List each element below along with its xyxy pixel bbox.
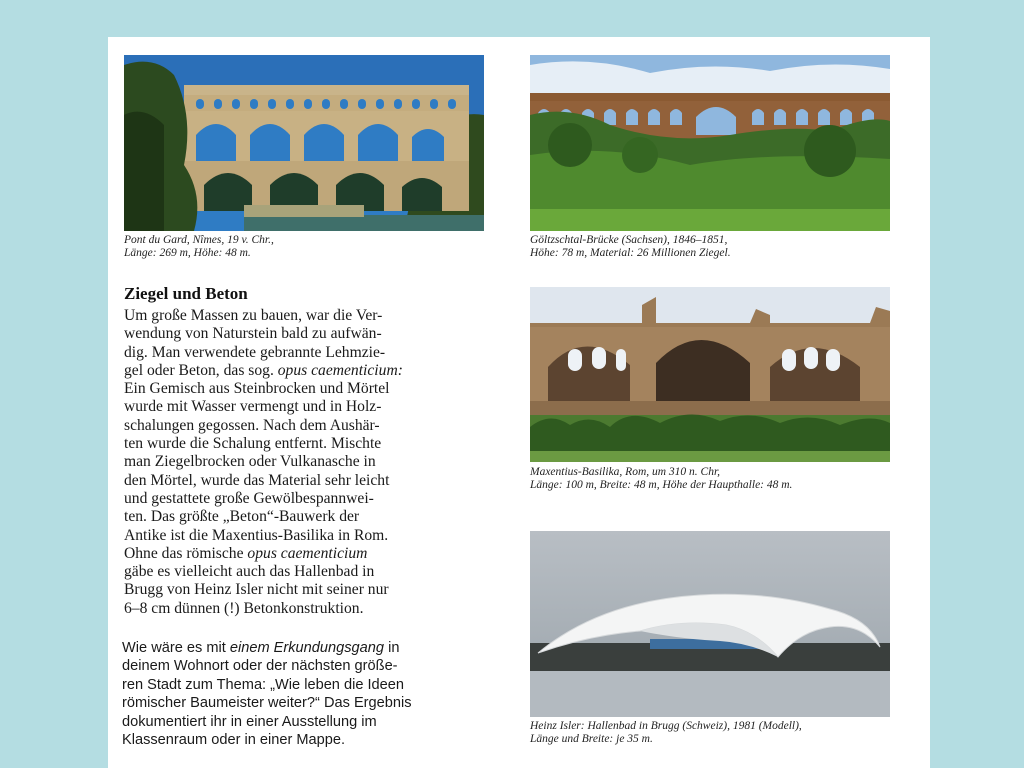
text-line — [124, 362, 403, 380]
text-line: man Ziegelbrocken oder Vulkanasche in — [124, 453, 376, 471]
caption-line: Pont du Gard, Nîmes, 19 v. Chr., — [124, 234, 274, 246]
text-segment: in — [384, 640, 400, 656]
emphasis: einem Erkundungsgang — [229, 640, 385, 656]
pont-du-gard-photo — [124, 55, 484, 231]
maxentius-basilica-photo — [530, 287, 890, 462]
caption-line: Länge: 269 m, Höhe: 48 m. — [124, 247, 251, 259]
article-heading: Ziegel und Beton — [124, 284, 248, 303]
text-line: schalungen gegossen. Nach dem Aushär- — [124, 416, 380, 434]
text-line: Klassenraum oder in einer Mappe. — [122, 732, 346, 749]
text-line: den Mörtel, wurde das Material sehr leicht — [124, 471, 390, 489]
isler-caption — [530, 720, 802, 746]
text-line: deinem Wohnort oder der nächsten größe- — [122, 658, 398, 675]
maxentius-caption — [530, 466, 792, 492]
text-line: und gestattete große Gewölbespannwei- — [124, 489, 374, 507]
text-segment: Wie wäre es mit — [122, 640, 230, 656]
text-line: dig. Man verwendete gebrannte Lehmzie- — [124, 343, 386, 361]
caption-line: Maxentius-Basilika, Rom, um 310 n. Chr, — [530, 466, 721, 478]
text-segment: Ohne das römische — [124, 544, 248, 562]
text-line: ren Stadt zum Thema: „Wie leben die Ideen — [122, 676, 405, 693]
isler-hallenbad-model-photo — [530, 531, 890, 717]
pont-du-gard-caption — [124, 234, 274, 260]
caption-line: Höhe: 78 m, Material: 26 Millionen Ziegel. — [530, 247, 731, 259]
latin-term: opus caementicium — [247, 544, 368, 562]
goeltzschtal-caption — [530, 234, 731, 260]
text-line: Ein Gemisch aus Steinbrocken und Mörtel — [124, 380, 390, 398]
text-line — [124, 545, 403, 563]
text-line: Antike ist die Maxentius-Basilika in Rom. — [124, 526, 389, 544]
exploration-task — [122, 639, 412, 749]
textbook-page — [108, 37, 930, 768]
text-line: ten wurde die Schalung entfernt. Mischte — [124, 435, 382, 453]
latin-term: opus caementicium: — [277, 361, 403, 379]
text-segment: gel oder Beton, das sog. — [124, 361, 278, 379]
text-line: Um große Massen zu bauen, war die Ver- — [124, 307, 383, 324]
text-line: gäbe es vielleicht auch das Hallenbad in — [124, 563, 375, 581]
text-line: wendung von Naturstein bald zu aufwän- — [124, 325, 382, 343]
text-line: ten. Das größte „Beton“-Bauwerk der — [124, 508, 360, 526]
caption-line: Heinz Isler: Hallenbad in Brugg (Schweiz), 1981 (Modell), — [530, 720, 802, 732]
text-line: römischer Baumeister weiter?“ Das Ergebnis — [122, 695, 412, 712]
caption-line: Länge und Breite: je 35 m. — [530, 733, 653, 745]
text-line: Brugg von Heinz Isler nicht mit seiner nur — [124, 581, 389, 599]
text-line — [122, 639, 412, 657]
goeltzschtal-bridge-photo — [530, 55, 890, 231]
text-line: dokumentiert ihr in einer Ausstellung im — [122, 713, 377, 730]
article-body — [124, 307, 403, 618]
caption-line: Länge: 100 m, Breite: 48 m, Höhe der Haupthalle: 48 m. — [530, 479, 793, 491]
caption-line: Göltzschtal-Brücke (Sachsen), 1846–1851, — [530, 234, 728, 246]
text-line: 6–8 cm dünnen (!) Betonkonstruktion. — [124, 599, 364, 617]
text-line: wurde mit Wasser vermengt und in Holz- — [124, 398, 382, 416]
